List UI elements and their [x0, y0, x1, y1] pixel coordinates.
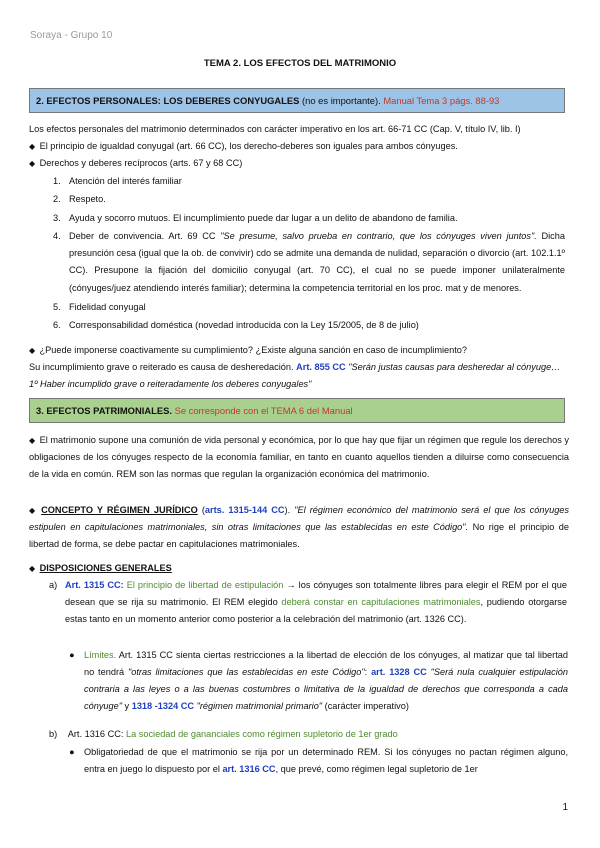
bullet-dot-icon: ●	[69, 650, 75, 660]
section-heading-personal	[29, 88, 565, 113]
regimen-paragraph: ◆ El matrimonio supone una comunión de vida personal y económica, por lo que hay que fijar un régimen que regule los derechos y obligaciones de los cónyuges respecto de la economía familiar, en tanto en cuanto aquellos tienden a diluirse como consecuencia de la vida en común. REM son las normas que regulan la organización económica del matrimonio.	[29, 432, 569, 483]
obligatoriedad-item: ● Obligatoriedad de que el matrimonio se rija por un determinado REM. Si los cónyuges no pactan régimen alguno, entra en juego lo dispuesto por el art. 1316 CC, que prevé, como régimen legal supletorio de 1er	[84, 744, 568, 778]
diamond-bullet-icon: ◆	[29, 345, 36, 355]
page-number: 1	[562, 802, 568, 813]
personal-effects-body	[29, 121, 569, 392]
bullet-dot-icon: ●	[69, 747, 75, 757]
answer-paragraph: Su incumplimiento grave o reiterado es causa de desheredación. Art. 855 CC "Serán justas causas para desheredar al cónyuge… 1º Haber incumplido grave o reiteradamente los deberes conyugales"	[29, 362, 561, 389]
disposiciones-heading: ◆ DISPOSICIONES GENERALES	[29, 560, 569, 578]
duties-list	[29, 173, 569, 334]
list-item: ◆ El principio de igualdad conyugal (art. 66 CC), los derecho-deberes son iguales para ambos cónyuges.	[29, 138, 569, 156]
section-note: (no es importante).	[302, 95, 381, 106]
diamond-bullet-icon: ◆	[29, 506, 36, 515]
disposicion-b: b) Art. 1316 CC: La sociedad de gananciales como régimen supletorio de 1er grado	[49, 729, 398, 739]
diamond-bullet-icon: ◆	[29, 564, 36, 573]
disposicion-a: a) Art. 1315 CC: El principio de libertad de estipulación → los cónyuges son totalmente libres para elegir el REM por el que desean que se rija su matrimonio. El REM elegido deberá constar en capitulaciones matrimoniales, pudiendo otorgarse estas tanto en un momento anterior como posterior a la celebración del matrimonio (art. 1326 CC).	[49, 580, 568, 624]
concepto-paragraph: ◆ CONCEPTO Y RÉGIMEN JURÍDICO (arts. 1315-144 CC). "El régimen económico del matrimonio será el que los cónyuges estipulen en capitulaciones matrimoniales, sin otras limitaciones que las establecidas en este Código". No rige el principio de libertad de forma, se debe pactar en capitulaciones matrimoniales.	[29, 502, 569, 553]
section-heading-patrimonial	[29, 398, 565, 423]
page-title: TEMA 2. LOS EFECTOS DEL MATRIMONIO	[203, 58, 397, 69]
diamond-bullet-icon: ◆	[29, 436, 36, 445]
list-item: 2. Respeto.	[53, 194, 106, 204]
list-item: 5. Fidelidad conyugal	[53, 301, 146, 312]
section-title: 2. EFECTOS PERSONALES: LOS DEBERES CONYUGALES	[36, 95, 300, 106]
section-reference: Se corresponde con el TEMA 6 del Manual	[174, 405, 353, 416]
list-item: 6. Corresponsabilidad doméstica (novedad introducida con la Ley 15/2005, de 8 de julio)	[53, 320, 419, 331]
diamond-bullet-icon: ◆	[29, 141, 36, 151]
diamond-bullet-icon: ◆	[29, 159, 36, 168]
question-line: ◆ ¿Puede imponerse coactivamente su cumplimiento? ¿Existe alguna sanción en caso de incumplimiento?	[29, 342, 569, 360]
list-item: 1. Atención del interés familiar	[53, 175, 182, 186]
intro-paragraph: Los efectos personales del matrimonio determinados con carácter imperativo en los art. 66-71 CC (Cap. V, título IV, lib. I)	[29, 124, 521, 134]
list-item: 3. Ayuda y socorro mutuos. El incumplimiento puede dar lugar a un delito de abandono de familia.	[53, 212, 458, 223]
section-title: 3. EFECTOS PATRIMONIALES.	[36, 405, 172, 416]
section-reference: Manual Tema 3 págs. 88-93	[383, 95, 500, 106]
limites-item: ● Límites. Art. 1315 CC sienta ciertas restricciones a la libertad de elección de los cónyuges, al matizar que tal libertad no tendrá "otras limitaciones que las establecidas en este Código": art. 1328 CC "Será nula cualquier estipulación contraria a las leyes o a las buenas costumbres o limitativa de la igualdad de derechos que corresponda a cada cónyuge" y 1318 -1324 CC "régimen matrimonial primario" (carácter imperativo)	[84, 647, 568, 715]
list-item: ◆ Derechos y deberes recíprocos (arts. 67 y 68 CC)	[29, 155, 569, 173]
document-header: Soraya - Grupo 10	[30, 30, 113, 41]
list-item: 4. Deber de convivencia. Art. 69 CC "Se presume, salvo prueba en contrario, que los cónyuges viven juntos". Dicha presunción cesa (igual que la ob. de convivir) cdo se admite una demanda de nulidad, separación o divorcio (art. 102.1.1º CC). Presupone la fijación del domicilio conyugal (art. 70 CC), el cual no se puede imponer unilateralmente (cónyuges/juez atendiendo interés familiar); determina la competencia territorial en los proc. mat y de menores.	[53, 231, 565, 293]
